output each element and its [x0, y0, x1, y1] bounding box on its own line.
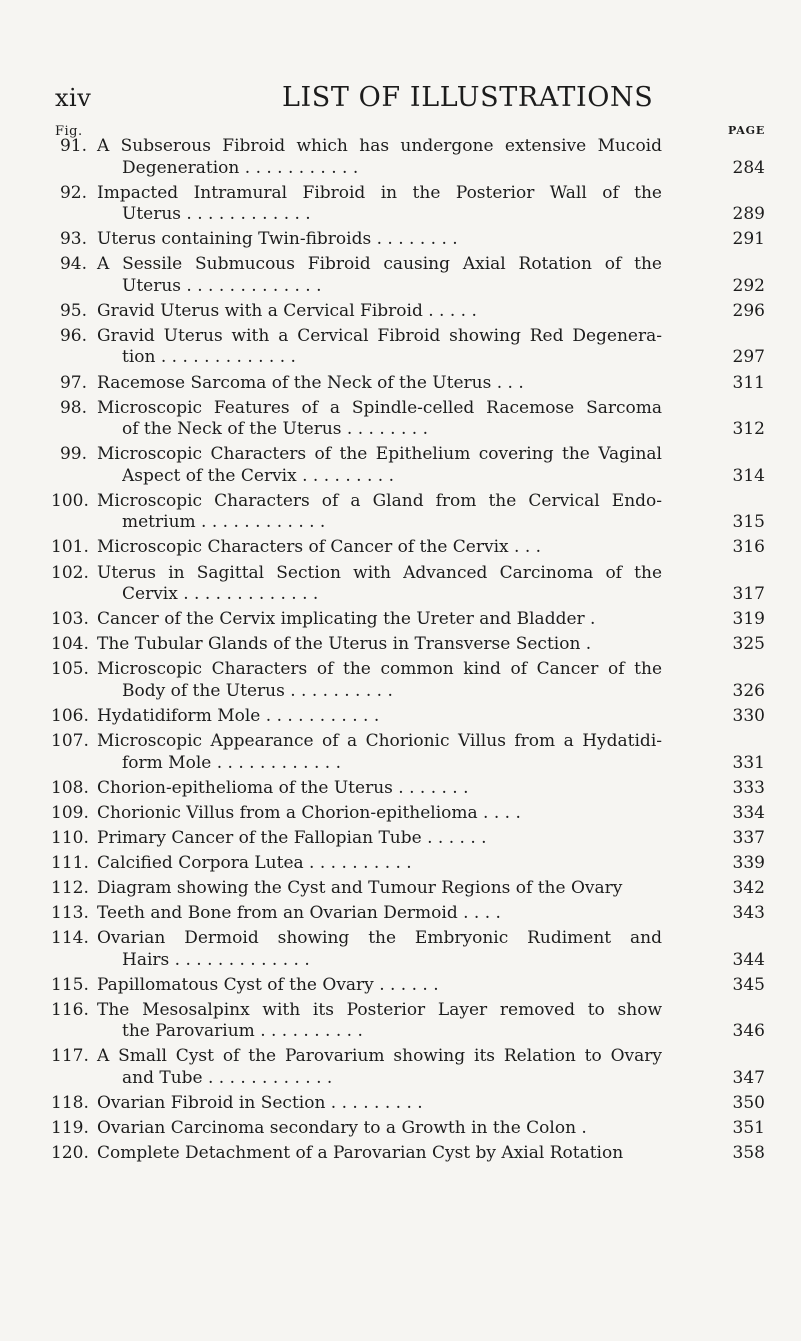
figure-number: 93.: [59, 229, 87, 250]
list-item: [0, 1143, 801, 1165]
list-item: [0, 928, 801, 971]
figure-caption: Papillomatous Cyst of the Ovary . . . . . .: [97, 974, 439, 995]
page-reference: 345: [732, 974, 765, 995]
page-reference: 314: [732, 465, 765, 486]
figure-caption: Diagram showing the Cyst and Tumour Regions of the Ovary: [97, 877, 623, 898]
page-reference: 311: [732, 372, 765, 393]
list-item: [0, 373, 801, 395]
figure-caption-continuation: of the Neck of the Uterus . . . . . . . .: [122, 419, 428, 440]
figure-number: 114.: [51, 928, 89, 949]
figure-caption: Gravid Uterus with a Cervical Fibroid showing Red Degenera-: [97, 325, 662, 346]
figure-caption: The Tubular Glands of the Uterus in Transverse Section .: [97, 634, 592, 655]
figure-caption: Gravid Uterus with a Cervical Fibroid . . . . .: [97, 300, 477, 321]
figure-number: 97.: [59, 372, 87, 393]
figure-caption: Ovarian Fibroid in Section . . . . . . . . .: [97, 1093, 423, 1114]
figure-caption-continuation: Cervix . . . . . . . . . . . . .: [122, 584, 319, 605]
illustrations-list: [0, 136, 801, 1168]
figure-number: 91.: [59, 136, 87, 156]
figure-caption: Chorionic Villus from a Chorion-epithelioma . . . .: [97, 802, 521, 823]
page-reference: 339: [732, 852, 765, 873]
figure-caption-continuation: and Tube . . . . . . . . . . . .: [122, 1067, 333, 1088]
figure-caption-continuation: form Mole . . . . . . . . . . . .: [122, 752, 342, 773]
figure-caption: Chorion-epithelioma of the Uterus . . . . . . .: [97, 777, 469, 798]
page-reference: 317: [732, 584, 765, 605]
page-reference: 333: [732, 777, 765, 798]
figure-caption: Uterus containing Twin-fibroids . . . . . . . .: [97, 229, 458, 250]
list-item: [0, 659, 801, 702]
list-item: [0, 1118, 801, 1140]
figure-caption: Impacted Intramural Fibroid in the Posterior Wall of the: [97, 182, 662, 203]
list-item: [0, 1093, 801, 1115]
figure-caption: Microscopic Characters of Cancer of the Cervix . . .: [97, 537, 542, 558]
figure-caption: Microscopic Characters of the Epithelium covering the Vaginal: [97, 444, 662, 465]
list-item: [0, 878, 801, 900]
figure-number: 119.: [51, 1118, 89, 1139]
figure-number: 107.: [51, 731, 89, 751]
figure-caption-continuation: Uterus . . . . . . . . . . . . .: [122, 275, 322, 296]
figure-caption: Calcified Corpora Lutea . . . . . . . . . .: [97, 852, 412, 873]
page-reference: 344: [732, 949, 765, 970]
figure-caption: Complete Detachment of a Parovarian Cyst by Axial Rotation: [97, 1143, 624, 1164]
figure-caption: Primary Cancer of the Fallopian Tube . . . . . .: [97, 827, 487, 848]
figure-caption-continuation: Uterus . . . . . . . . . . . .: [122, 204, 311, 225]
list-item: [0, 706, 801, 728]
list-item: [0, 136, 801, 179]
page-reference: 316: [732, 537, 765, 558]
list-item: [0, 183, 801, 226]
figure-caption: A Small Cyst of the Parovarium showing its Relation to Ovary: [97, 1046, 662, 1067]
figure-caption: Microscopic Features of a Spindle-celled Racemose Sarcoma: [97, 397, 662, 418]
figure-caption: A Subserous Fibroid which has undergone extensive Mucoid: [97, 136, 662, 156]
page-reference: 326: [732, 680, 765, 701]
list-item: [0, 254, 801, 297]
figure-number: 112.: [51, 877, 89, 898]
figure-caption: Ovarian Dermoid showing the Embryonic Rudiment and: [97, 928, 662, 949]
page-reference: 334: [732, 802, 765, 823]
page-reference: 343: [732, 903, 765, 924]
figure-number: 96.: [59, 325, 87, 346]
page-header: [0, 82, 801, 112]
page-reference: 350: [732, 1093, 765, 1114]
page-reference: 319: [732, 609, 765, 630]
figure-number: 95.: [59, 300, 87, 321]
figure-number: 98.: [59, 397, 87, 418]
figure-caption-continuation: tion . . . . . . . . . . . . .: [122, 347, 296, 368]
figure-number: 105.: [51, 659, 89, 680]
page-reference: 337: [732, 827, 765, 848]
figure-caption: Microscopic Appearance of a Chorionic Villus from a Hydatidi-: [97, 731, 662, 751]
list-item: [0, 1046, 801, 1089]
page-reference: 289: [732, 204, 765, 225]
figure-number: 102.: [51, 562, 89, 583]
figure-number: 106.: [51, 705, 89, 726]
list-item: [0, 803, 801, 825]
page-reference: 292: [732, 275, 765, 296]
page-reference: 312: [732, 419, 765, 440]
figure-caption: Hydatidiform Mole . . . . . . . . . . .: [97, 705, 380, 726]
figure-number: 92.: [59, 182, 87, 203]
page-reference: 284: [732, 157, 765, 178]
list-item: [0, 491, 801, 534]
figure-number: 99.: [59, 444, 87, 465]
figure-number: 101.: [51, 537, 89, 558]
list-item: [0, 609, 801, 631]
figure-caption: Microscopic Characters of the common kind of Cancer of the: [97, 659, 662, 680]
figure-caption-continuation: metrium . . . . . . . . . . . .: [122, 512, 326, 533]
list-item: [0, 903, 801, 925]
figure-number: 108.: [51, 777, 89, 798]
page-column-header: PAGE: [728, 124, 765, 137]
page-reference: 296: [732, 300, 765, 321]
figure-number: 111.: [51, 852, 89, 873]
figure-caption: Racemose Sarcoma of the Neck of the Uterus . . .: [97, 372, 524, 393]
figure-number: 117.: [51, 1046, 89, 1067]
figure-number: 103.: [51, 609, 89, 630]
list-item: [0, 537, 801, 559]
list-item: [0, 778, 801, 800]
page-reference: 346: [732, 1021, 765, 1042]
figure-caption: Cancer of the Cervix implicating the Ureter and Bladder .: [97, 609, 596, 630]
list-item: [0, 975, 801, 997]
figure-caption: The Mesosalpinx with its Posterior Layer removed to show: [97, 999, 662, 1020]
page-reference: 330: [732, 705, 765, 726]
page-reference: 331: [732, 752, 765, 773]
figure-number: 115.: [51, 974, 89, 995]
page-reference: 358: [732, 1143, 765, 1164]
list-item: [0, 229, 801, 251]
figure-number: 120.: [51, 1143, 89, 1164]
list-item: [0, 301, 801, 323]
page-reference: 347: [732, 1067, 765, 1088]
list-item: [0, 398, 801, 441]
page-reference: 325: [732, 634, 765, 655]
figure-caption: Microscopic Characters of a Gland from the Cervical Endo-: [97, 490, 662, 511]
list-item: [0, 634, 801, 656]
figure-number: 116.: [51, 999, 89, 1020]
figure-caption-continuation: Body of the Uterus . . . . . . . . . .: [122, 680, 393, 701]
list-item: [0, 444, 801, 487]
figure-caption: Uterus in Sagittal Section with Advanced Carcinoma of the: [97, 562, 662, 583]
list-item: [0, 731, 801, 774]
page-title: LIST OF ILLUSTRATIONS: [282, 82, 654, 113]
figure-number: 118.: [51, 1093, 89, 1114]
page-reference: 291: [732, 229, 765, 250]
figure-caption-continuation: the Parovarium . . . . . . . . . .: [122, 1021, 363, 1042]
figure-caption: A Sessile Submucous Fibroid causing Axial Rotation of the: [97, 254, 662, 275]
figure-number: 110.: [51, 827, 89, 848]
page-reference: 315: [732, 512, 765, 533]
list-item: [0, 1000, 801, 1043]
figure-caption-continuation: Aspect of the Cervix . . . . . . . . .: [122, 465, 394, 486]
figure-caption: Ovarian Carcinoma secondary to a Growth in the Colon .: [97, 1118, 587, 1139]
figure-number: 100.: [51, 490, 89, 511]
page-number: xiv: [55, 84, 92, 112]
figure-caption-continuation: Degeneration . . . . . . . . . . .: [122, 157, 359, 178]
page-reference: 297: [732, 347, 765, 368]
page-reference: 342: [732, 877, 765, 898]
list-item: [0, 853, 801, 875]
figure-caption: Teeth and Bone from an Ovarian Dermoid . . . .: [97, 903, 501, 924]
list-item: [0, 563, 801, 606]
figure-number: 113.: [51, 903, 89, 924]
figure-number: 109.: [51, 802, 89, 823]
figure-number: 104.: [51, 634, 89, 655]
list-item: [0, 326, 801, 369]
fig-column-header: Fig.: [55, 124, 83, 139]
figure-number: 94.: [59, 254, 87, 275]
page-reference: 351: [732, 1118, 765, 1139]
figure-caption-continuation: Hairs . . . . . . . . . . . . .: [122, 949, 310, 970]
list-item: [0, 828, 801, 850]
